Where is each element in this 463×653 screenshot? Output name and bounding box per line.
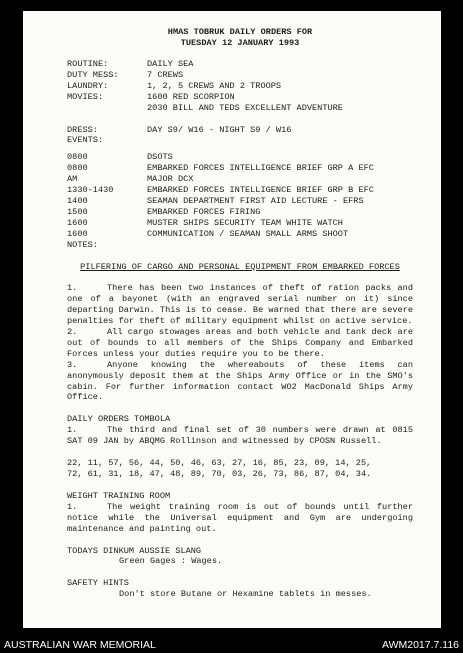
pilfering-heading: PILFERING OF CARGO AND PERSONAL EQUIPMENT FROM EMBARKED FORCES bbox=[80, 261, 400, 272]
event-time: 1330-1430 bbox=[67, 185, 114, 196]
event-time: 1600 bbox=[67, 228, 88, 239]
event-row bbox=[67, 207, 413, 218]
movies-value-1: 1600 RED SCORPION bbox=[147, 91, 235, 102]
event-description: EMBARKED FORCES INTELLIGENCE BRIEF GRP A EFC bbox=[147, 163, 374, 174]
event-time: 0800 bbox=[67, 152, 88, 163]
pilfering-paragraphs bbox=[67, 283, 413, 403]
dress-value: DAY S9/ W16 - NIGHT S9 / W16 bbox=[147, 124, 292, 135]
event-row bbox=[67, 218, 413, 229]
event-description: MUSTER SHIPS SECURITY TEAM WHITE WATCH bbox=[147, 217, 343, 228]
event-row bbox=[67, 174, 413, 185]
event-description: SEAMAN DEPARTMENT FIRST AID LECTURE - EFRS bbox=[147, 195, 364, 206]
title-line-1: HMAS TOBRUK DAILY ORDERS FOR bbox=[167, 27, 313, 37]
movies-label: MOVIES: bbox=[67, 91, 104, 102]
pilfering-paragraph: 3. Anyone knowing the whereabouts of these items can anonymously deposit them at the Ships Army Office or in the SMO's cabin. For further information contact WO2 MacDonald Ships Army Office. bbox=[67, 359, 413, 403]
tombola-numbers-line-2: 72, 61, 31, 18, 47, 48, 89, 70, 03, 26, 73, 86, 87, 04, 34. bbox=[67, 469, 372, 479]
weight-paragraph: 1. The weight training room is out of bounds until further notice while the Universal equipment and Gym are undergoing maintenance and painting out. bbox=[67, 501, 413, 534]
slang-heading: TODAYS DINKUM AUSSIE SLANG bbox=[67, 545, 202, 556]
event-row bbox=[67, 163, 413, 174]
safety-text: Don't store Butane or Hexamine tablets in messes. bbox=[119, 589, 372, 600]
movies-value-2: 2030 BILL AND TEDS EXCELLENT ADVENTURE bbox=[147, 102, 343, 113]
footer-bar bbox=[0, 636, 463, 653]
title-line-2: TUESDAY 12 JANUARY 1993 bbox=[180, 37, 300, 48]
duty-mess-label: DUTY MESS: bbox=[67, 69, 119, 80]
event-description: EMBARKED FORCES FIRING bbox=[147, 206, 261, 217]
event-description: EMBARKED FORCES INTELLIGENCE BRIEF GRP B EFC bbox=[147, 185, 374, 196]
laundry-row bbox=[67, 81, 413, 92]
movies-row bbox=[67, 92, 413, 103]
notes-label: NOTES: bbox=[67, 239, 98, 250]
movies-row-2 bbox=[67, 103, 413, 114]
document-page bbox=[23, 11, 441, 628]
event-description: DSOTS bbox=[147, 152, 173, 163]
event-time: AM bbox=[67, 174, 78, 185]
tombola-numbers-line-1: 22, 11, 57, 56, 44, 50, 46, 63, 27, 16, 85, 23, 09, 14, 25, bbox=[67, 458, 372, 469]
event-description: COMMUNICATION / SEAMAN SMALL ARMS SHOOT bbox=[147, 228, 349, 239]
footer-institution: AUSTRALIAN WAR MEMORIAL bbox=[4, 638, 156, 651]
tombola-heading: DAILY ORDERS TOMBOLA bbox=[67, 414, 171, 425]
event-time: 1600 bbox=[67, 217, 88, 228]
event-time: 0800 bbox=[67, 163, 88, 174]
event-time: 1500 bbox=[67, 206, 88, 217]
event-row bbox=[67, 196, 413, 207]
event-time: 1400 bbox=[67, 195, 88, 206]
footer-accession-number: AWM2017.7.116 bbox=[381, 638, 459, 651]
duty-mess-row bbox=[67, 70, 413, 81]
laundry-label: LAUNDRY: bbox=[67, 80, 109, 91]
slang-text: Green Gages : Wages. bbox=[119, 556, 223, 567]
event-description: MAJOR DCX bbox=[147, 174, 194, 185]
safety-heading: SAFETY HINTS bbox=[67, 578, 129, 589]
pilfering-paragraph: 1. There has been two instances of theft of ration packs and one of a bayonet (with an engraved serial number on it) since departing Darwin. This is to cease. Be warned that there are severe penalties for theft of military equipment whilst on active service. bbox=[67, 283, 413, 327]
event-row bbox=[67, 185, 413, 196]
event-row bbox=[67, 229, 413, 240]
events-label: EVENTS: bbox=[67, 135, 104, 146]
dress-label: DRESS: bbox=[67, 124, 98, 135]
tombola-paragraph: 1. The third and final set of 30 numbers were drawn at 0815 SAT 09 JAN by ABQMG Rollinson and witnessed by CPOSN Russell. bbox=[67, 425, 413, 447]
laundry-value: 1, 2, 5 CREWS AND 2 TROOPS bbox=[147, 80, 282, 91]
weight-heading: WEIGHT TRAINING ROOM bbox=[67, 490, 171, 501]
pilfering-paragraph: 2. All cargo stowages areas and both vehicle and tank deck are out of bounds to all members of the Ships Company and Embarked Forces unless your duties require you to be there. bbox=[67, 327, 413, 359]
routine-value: DAILY SEA bbox=[147, 59, 194, 69]
duty-mess-value: 7 CREWS bbox=[147, 69, 184, 80]
routine-row bbox=[67, 59, 413, 70]
event-row bbox=[67, 152, 413, 163]
events-list bbox=[67, 152, 413, 239]
routine-label: ROUTINE: bbox=[67, 59, 109, 69]
dress-row bbox=[67, 125, 413, 136]
